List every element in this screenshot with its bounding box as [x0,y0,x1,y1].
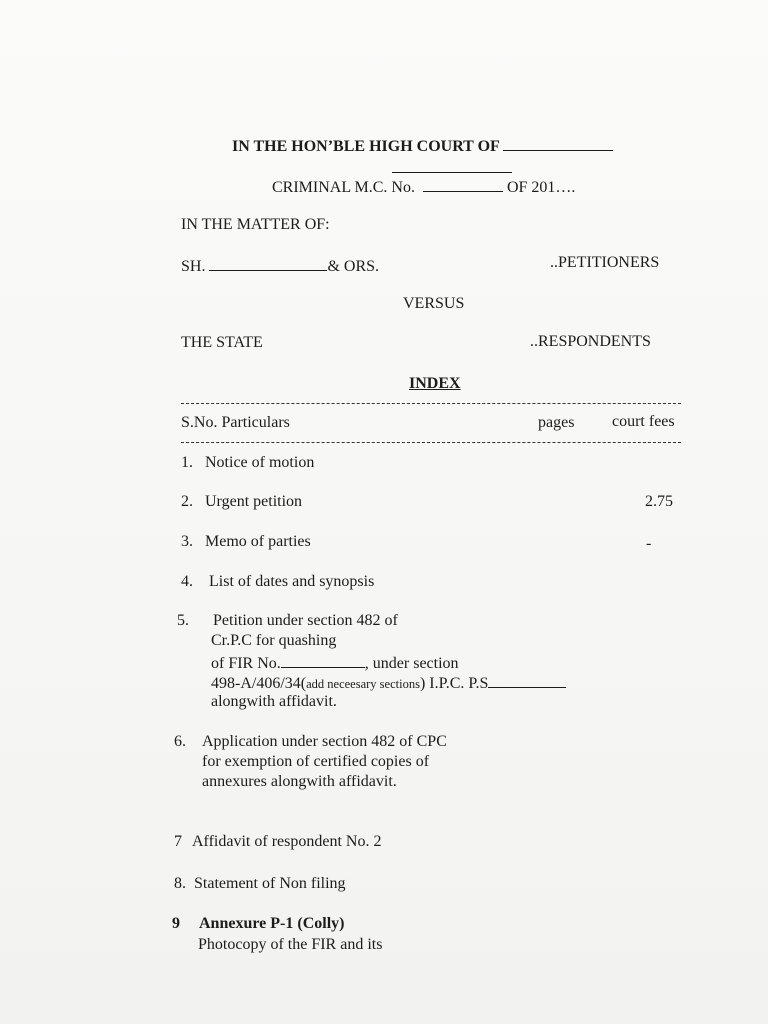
fir-label: of FIR No. [211,655,281,672]
index-item-9-text: Photocopy of the FIR and its [198,936,383,953]
item-number: 2. [181,493,193,510]
index-item-1 [181,454,314,472]
item-text: Notice of motion [205,454,315,471]
item-text: Memo of parties [205,533,311,550]
under-section-text: , under section [364,655,459,672]
sections-note: add neceesary sections [306,677,420,691]
case-number-line [272,177,575,197]
index-item-5-line-2: Cr.P.C for quashing [211,632,337,649]
index-item-5-line-5: alongwith affidavit. [211,693,337,710]
index-item-8 [174,875,346,893]
item-number: 4. [181,573,193,590]
case-year: OF 201…. [506,179,576,196]
petitioner-suffix: & ORS. [327,258,380,275]
petitioners-role: ..PETITIONERS [550,254,660,271]
index-item-3 [181,533,311,551]
index-item-6-line-1: Application under section 482 of CPC [202,733,447,750]
police-station-label: ) I.P.C. P.S [419,675,489,692]
respondents-role: ..RESPONDENTS [530,333,651,350]
item-text: Affidavit of respondent No. 2 [192,833,382,850]
index-item-5-line-1: Petition under section 482 of [213,612,398,629]
column-header-particulars: S.No. Particulars [181,414,290,431]
index-item-6-number: 6. [174,733,186,750]
versus-label: VERSUS [403,295,465,312]
item-text: Statement of Non filing [194,875,346,892]
index-item-5-line-3 [211,653,459,673]
index-item-4 [181,573,374,591]
index-item-5-number: 5. [177,612,189,629]
index-item-6-line-3: annexures alongwith affidavit. [202,773,397,790]
petitioner-prefix: SH. [181,258,206,275]
item-number: 3. [181,533,193,550]
court-name-blank [503,136,613,151]
petitioner-name-blank [209,256,327,271]
item-2-court-fee: 2.75 [645,493,673,510]
fir-number-blank [281,653,365,668]
respondent-name: THE STATE [181,334,263,351]
court-title-text: IN THE HON’BLE HIGH COURT OF [232,138,500,155]
case-prefix: CRIMINAL M.C. No. [272,179,415,196]
column-header-court-fees: court fees [612,413,675,430]
index-item-6-line-2: for exemption of certified copies of [202,753,430,770]
case-number-blank [423,177,503,192]
item-3-court-fee: - [646,535,652,552]
item-text: Urgent petition [205,493,303,510]
sections-text: 498-A/406/34( [211,675,307,692]
index-item-7 [174,833,381,851]
column-header-pages: pages [538,414,575,431]
index-header-rule [181,442,681,443]
index-title: INDEX [409,375,461,392]
item-number: 7 [174,833,182,850]
court-title [232,136,613,156]
item-number: 8. [174,875,186,892]
index-item-9-number: 9 [172,915,180,932]
index-item-2 [181,493,302,511]
petitioner-line [181,256,379,276]
matter-of-label: IN THE MATTER OF: [181,216,330,233]
index-top-rule [181,403,681,404]
heading-rule [392,172,512,173]
index-item-9-title: Annexure P-1 (Colly) [199,915,345,932]
index-item-5-line-4 [211,673,566,693]
police-station-blank [488,673,566,688]
item-text: List of dates and synopsis [209,573,375,590]
item-number: 1. [181,454,193,471]
